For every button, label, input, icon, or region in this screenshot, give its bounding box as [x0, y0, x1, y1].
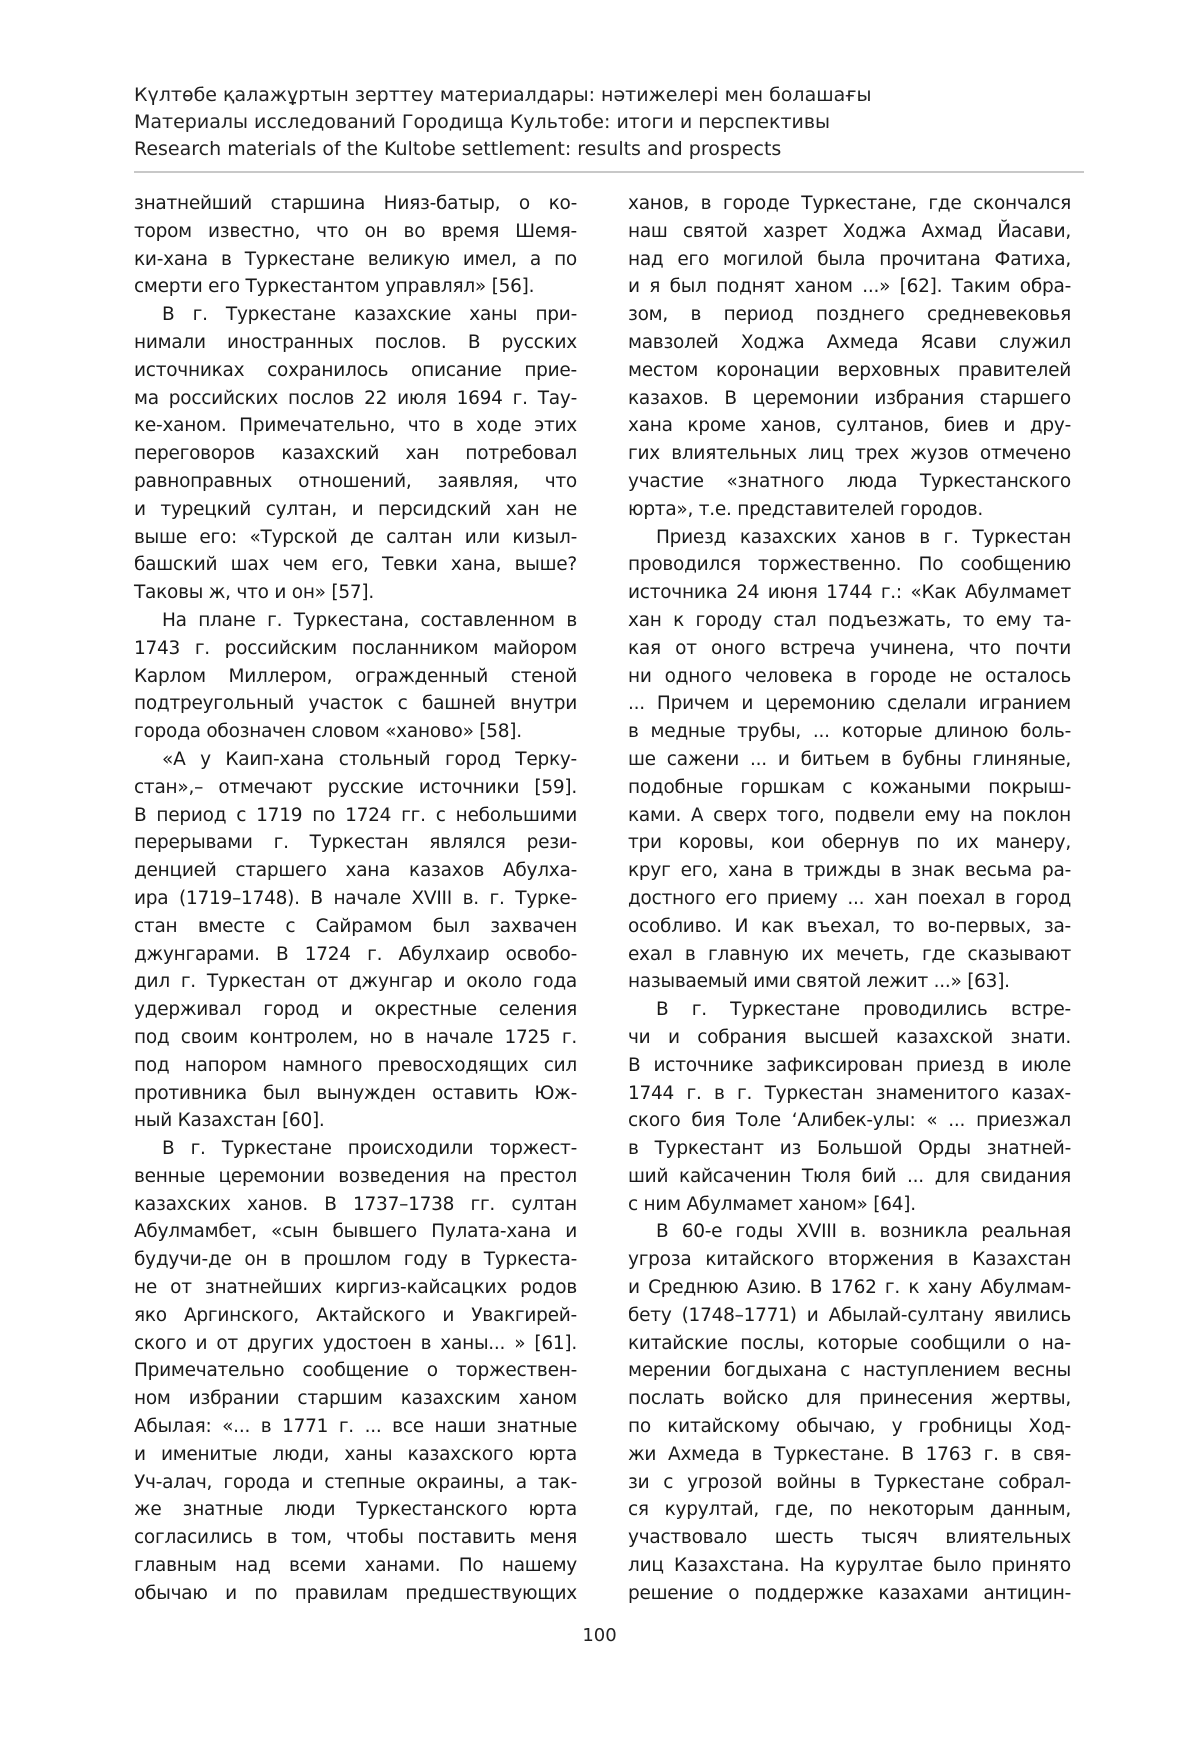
text-line: ший кайсаченин Тюля бий ... для свидания	[628, 1165, 1071, 1187]
text-line: ... Причем и церемонию сделали игранием	[628, 693, 1071, 715]
text-line: Примечательно сообщение о торжествен-	[134, 1360, 577, 1382]
text-line: китайские послы, которые сообщили о на-	[628, 1332, 1071, 1354]
text-line: В г. Туркестане казахские ханы при-	[162, 304, 577, 326]
text-line: кая от оного встреча учинена, что почти	[628, 637, 1071, 659]
text-line: достного его приему ... хан поехал в город	[628, 887, 1071, 909]
text-line: В источнике зафиксирован приезд в июле	[628, 1054, 1071, 1076]
text-line: под своим контролем, но в начале 1725 г.	[134, 1026, 577, 1048]
page-number: 100	[582, 1625, 617, 1646]
text-line: В г. Туркестане проводились встре-	[656, 999, 1071, 1021]
text-line: главным над всеми ханами. По нашему	[134, 1555, 577, 1577]
text-line: зом, в период позднего средневековья	[628, 304, 1071, 326]
text-line: Таковы ж, что и он» [57].	[134, 582, 374, 604]
text-line: ханов, в городе Туркестане, где скончался	[628, 193, 1071, 214]
text-line: В период с 1719 по 1724 гг. с небольшими	[134, 804, 577, 826]
text-line: особливо. И как въехал, то во-первых, за-	[628, 915, 1071, 937]
header-title-russian: Материалы исследований Городища Культобе: итоги и перспективы	[134, 111, 831, 133]
text-line: и Среднюю Азию. В 1762 г. к хану Абулмам-	[628, 1277, 1071, 1299]
text-line: не от знатнейших киргиз-кайсацких родов	[134, 1277, 577, 1299]
text-line: жи Ахмеда в Туркестане. В 1763 г. в свя-	[628, 1443, 1071, 1465]
text-line: проводился торжественно. По сообщению	[628, 554, 1071, 576]
text-line: послать войско для принесения жертвы,	[628, 1388, 1071, 1410]
text-line: ном избрании старшим казахским ханом	[134, 1388, 577, 1410]
text-line: решение о поддержке казахами антицин-	[628, 1582, 1071, 1604]
text-line: перерывами г. Туркестан являлся рези-	[134, 832, 577, 854]
text-line: ки-хана в Туркестане великую имел, а по	[134, 248, 577, 270]
running-header	[134, 82, 1084, 163]
text-line: города обозначен словом «ханово» [58].	[134, 721, 522, 743]
text-line: три коровы, кои обернув по их манеру,	[628, 832, 1071, 854]
text-line: В 60-е годы XVIII в. возникла реальная	[656, 1221, 1071, 1243]
text-line: хана кроме ханов, султанов, биев и дру-	[628, 415, 1071, 437]
text-line: ма российских послов 22 июля 1694 г. Тау-	[134, 387, 577, 409]
text-line: будучи-де он в прошлом году в Туркеста-	[134, 1249, 577, 1271]
text-line: обычаю и по правилам предшествующих	[134, 1582, 577, 1604]
text-line: в Туркестант из Большой Орды знатней-	[628, 1138, 1071, 1160]
text-line: джунгарами. В 1724 г. Абулхаир освобо-	[134, 943, 577, 965]
text-line: казахов. В церемонии избрания старшего	[628, 387, 1071, 409]
text-line: дил г. Туркестан от джунгар и около года	[134, 971, 577, 993]
text-line: тором известно, что он во время Шемя-	[134, 220, 577, 242]
right-text-column	[628, 190, 1071, 1608]
text-line: и именитые люди, ханы казахского юрта	[134, 1443, 577, 1465]
text-line: согласились в том, чтобы поставить меня	[134, 1527, 577, 1549]
text-line: подтреугольный участок с башней внутри	[134, 693, 577, 715]
text-line: и я был поднят ханом ...» [62]. Таким обра-	[628, 276, 1071, 298]
header-divider	[134, 171, 1084, 173]
text-line: ками. А сверх того, подвели ему на поклон	[628, 804, 1071, 826]
text-line: участие «знатного люда Туркестанского	[628, 470, 1071, 492]
text-line: называемый ими святой лежит ...» [63].	[628, 971, 1010, 993]
text-line: выше его: «Турской де салтан или кизыл-	[134, 526, 577, 548]
text-line: стан»,– отмечают русские источники [59].	[134, 776, 577, 798]
text-line: местом коронации верховных правителей	[628, 359, 1071, 381]
text-line: ского бия Толе ‘Алибек-улы: « ... приезжал	[628, 1110, 1071, 1132]
text-line: На плане г. Туркестана, составленном в	[162, 609, 577, 631]
text-line: ира (1719–1748). В начале XVIII в. г. Турке-	[134, 887, 577, 909]
text-line: казахских ханов. В 1737–1738 гг. султан	[134, 1193, 577, 1215]
text-line: равноправных отношений, заявляя, что	[134, 470, 577, 492]
text-line: удерживал город и окрестные селения	[134, 999, 577, 1021]
text-line: смерти его Туркестантом управлял» [56].	[134, 276, 535, 298]
header-title-english: Research materials of the Kultobe settlement: results and prospects	[134, 138, 782, 160]
text-line: венные церемонии возведения на престол	[134, 1165, 577, 1187]
text-line: бету (1748–1771) и Абылай-султану явились	[628, 1304, 1071, 1326]
text-line: яко Аргинского, Актайского и Увакгирей-	[134, 1304, 577, 1326]
text-line: источниках сохранилось описание прие-	[134, 359, 577, 381]
text-line: ского и от других удостоен в ханы... » [61].	[134, 1332, 577, 1354]
text-line: наш святой хазрет Ходжа Ахмад Йасави,	[628, 220, 1071, 242]
text-line: 1743 г. российским посланником майором	[134, 637, 577, 659]
text-line: же знатные люди Туркестанского юрта	[134, 1499, 577, 1521]
header-title-kazakh: Күлтөбе қалажұртын зерттеу материалдары: нәтижелері мен болашағы	[134, 84, 872, 106]
text-line: подобные горшкам с кожаными покрыш-	[628, 776, 1071, 798]
text-line: зи с угрозой войны в Туркестане собрал-	[628, 1471, 1071, 1493]
text-line: ехал в главную их мечеть, где сказывают	[628, 943, 1071, 965]
text-line: Абулмамбет, «сын бывшего Пулата-хана и	[134, 1221, 577, 1243]
text-line: переговоров казахский хан потребовал	[134, 443, 577, 465]
text-line: с ним Абулмамет ханом» [64].	[628, 1193, 916, 1215]
text-line: в медные трубы, ... которые длиною боль-	[628, 721, 1071, 743]
text-line: ше сажени ... и битьем в бубны глиняные,	[628, 748, 1071, 770]
text-line: хан к городу стал подъезжать, то ему та-	[628, 609, 1071, 631]
text-line: 1744 г. в г. Туркестан знаменитого казах-	[628, 1082, 1071, 1104]
text-line: башский шах чем его, Тевки хана, выше?	[134, 554, 577, 576]
text-line: стан вместе с Сайрамом был захвачен	[134, 915, 577, 937]
text-line: круг его, хана в трижды в знак весьма ра-	[628, 860, 1071, 882]
text-line: «А у Каип-хана стольный город Терку-	[162, 748, 577, 770]
text-line: угроза китайского вторжения в Казахстан	[628, 1249, 1071, 1271]
text-line: и турецкий султан, и персидский хан не	[134, 498, 577, 520]
text-line: мавзолей Ходжа Ахмеда Ясави служил	[628, 331, 1071, 353]
text-line: знатнейший старшина Нияз-батыр, о ко-	[134, 193, 577, 214]
text-line: гих влиятельных лиц трех жузов отмечено	[628, 443, 1071, 465]
text-line: лиц Казахстана. На курултае было принято	[628, 1555, 1071, 1577]
text-line: В г. Туркестане происходили торжест-	[162, 1138, 577, 1160]
text-line: ни одного человека в городе не осталось	[628, 665, 1071, 687]
text-line: Приезд казахских ханов в г. Туркестан	[656, 526, 1071, 548]
left-text-column	[134, 190, 577, 1608]
text-line: чи и собрания высшей казахской знати.	[628, 1026, 1071, 1048]
text-line: под напором намного превосходящих сил	[134, 1054, 577, 1076]
text-line: противника был вынужден оставить Юж-	[134, 1082, 577, 1104]
text-line: ный Казахстан [60].	[134, 1110, 325, 1132]
text-line: ке-ханом. Примечательно, что в ходе этих	[134, 415, 577, 437]
text-line: источника 24 июня 1744 г.: «Как Абулмамет	[628, 582, 1071, 604]
text-line: Абылая: «... в 1771 г. ... все наши знатные	[134, 1416, 577, 1438]
text-line: юрта», т.е. представителей городов.	[628, 498, 984, 520]
text-line: денцией старшего хана казахов Абулха-	[134, 860, 577, 882]
text-line: по китайскому обычаю, у гробницы Ход-	[628, 1416, 1071, 1438]
text-line: мерении богдыхана с наступлением весны	[628, 1360, 1071, 1382]
text-line: ся курултай, где, по некоторым данным,	[628, 1499, 1071, 1521]
text-line: Уч-алач, города и степные окраины, а так-	[134, 1471, 577, 1493]
text-line: участвовало шесть тысяч влиятельных	[628, 1527, 1071, 1549]
text-line: над его могилой была прочитана Фатиха,	[628, 248, 1071, 270]
text-line: Карлом Миллером, огражденный стеной	[134, 665, 577, 687]
text-line: нимали иностранных послов. В русских	[134, 331, 577, 353]
